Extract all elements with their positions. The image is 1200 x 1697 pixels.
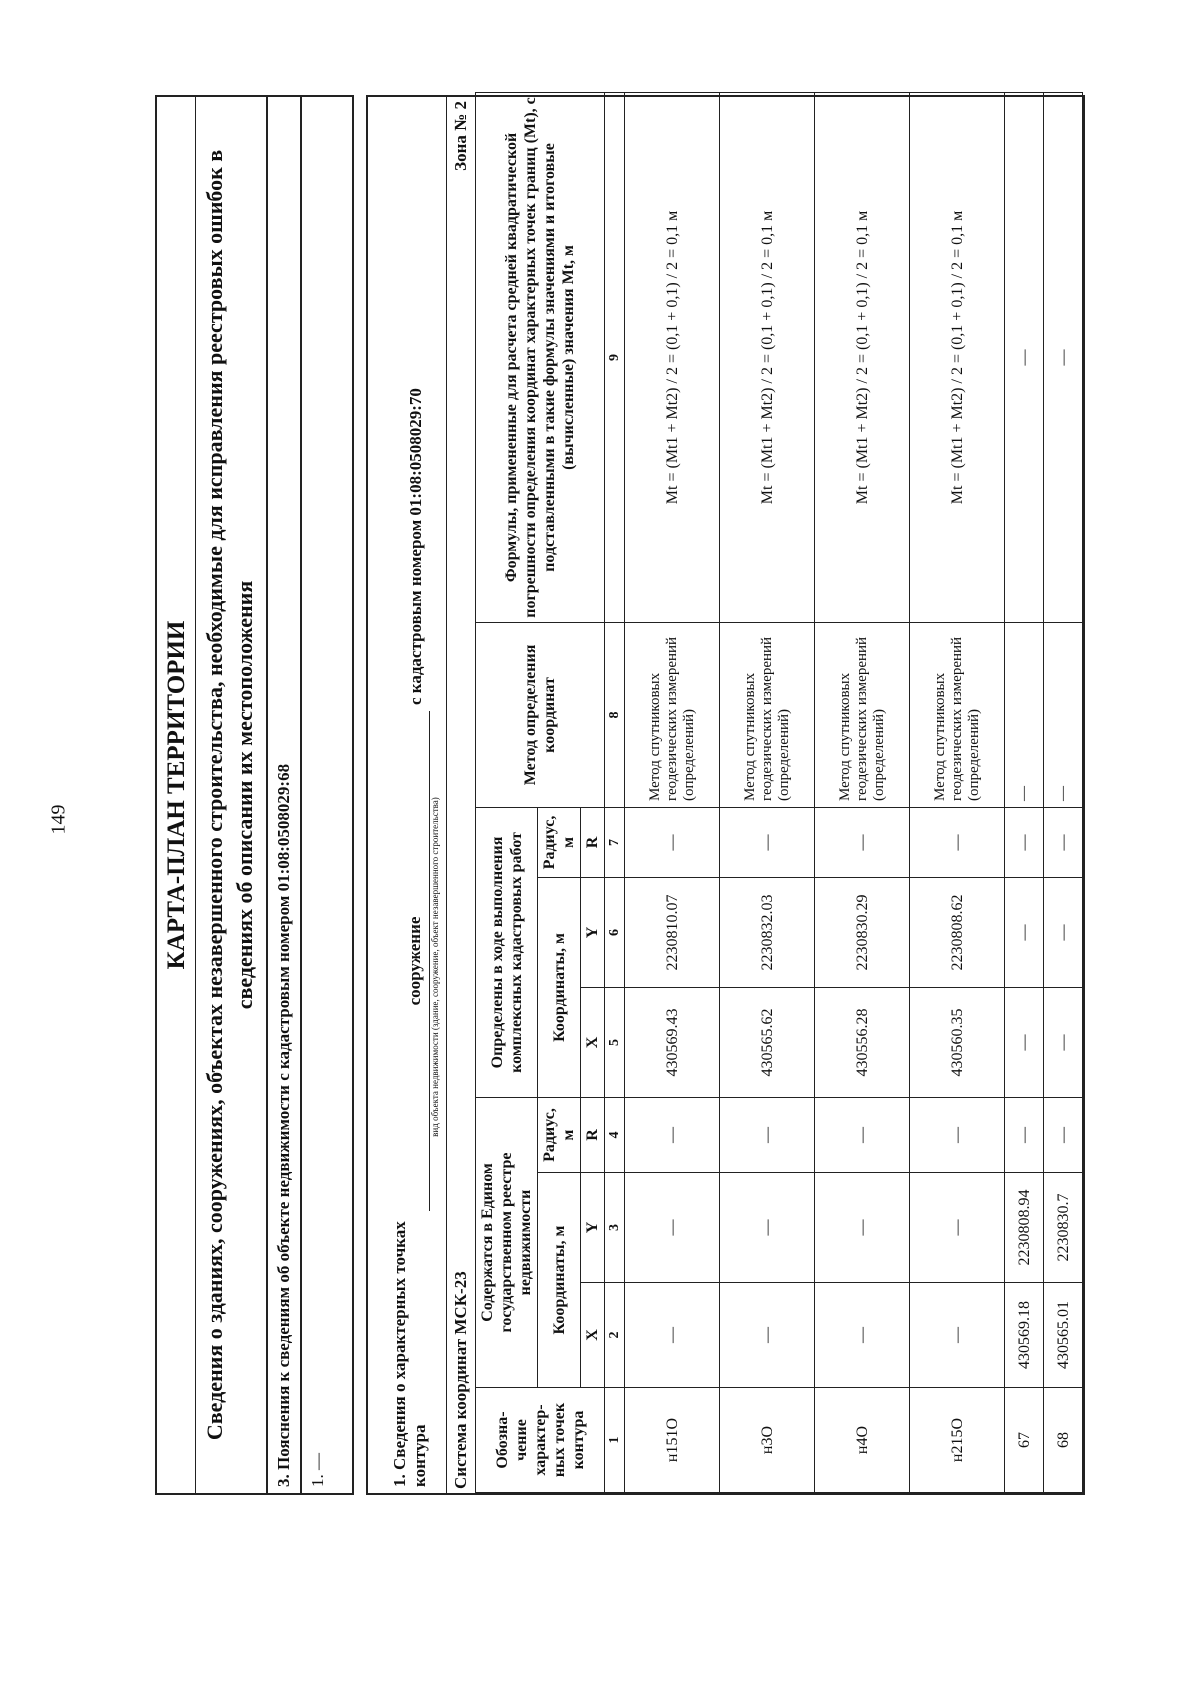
complex-r: —: [720, 807, 815, 877]
column-index: 7: [605, 807, 625, 877]
column-index-row: [605, 92, 625, 1492]
complex-y: —: [1044, 877, 1083, 987]
complex-y: 2230810.07: [625, 877, 720, 987]
formula-cell: Mt = (Mt1 + Mt2) / 2 = (0,1 + 0,1) / 2 = 0,1 м: [815, 92, 910, 622]
point-designation: н3О: [720, 1388, 815, 1493]
method-cell: Метод спутниковых геодезических измерений (определений): [910, 622, 1005, 807]
table-row: [720, 92, 815, 1492]
complex-y: 2230830.29: [815, 877, 910, 987]
header-r-complex: R: [581, 807, 605, 877]
document-subtitle: Сведения о зданиях, сооружениях, объектах незавершенного строительства, необходимые для исправления реестровых ошибок в сведениях об описании их местоположения: [196, 97, 268, 1493]
table-row: [815, 92, 910, 1492]
header-y-complex: Y: [581, 877, 605, 987]
complex-y: 2230808.62: [910, 877, 1005, 987]
egrn-x: —: [910, 1283, 1005, 1388]
formula-cell: Mt = (Mt1 + Mt2) / 2 = (0,1 + 0,1) / 2 = 0,1 м: [625, 92, 720, 622]
section1-header: [368, 97, 430, 1493]
object-kind-hint: вид объекта недвижимости (здание, сооружение, объект незавершенного строительства): [430, 797, 440, 1137]
point-designation: н215О: [910, 1388, 1005, 1493]
egrn-r: —: [625, 1097, 720, 1172]
egrn-x: —: [815, 1283, 910, 1388]
egrn-r: —: [910, 1097, 1005, 1172]
header-egrn: Содержатся в Едином государственном реестре недвижимости: [476, 1097, 538, 1387]
method-cell: Метод спутниковых геодезических измерений (определений): [720, 622, 815, 807]
egrn-r: —: [1005, 1097, 1044, 1172]
points-block: [366, 95, 1085, 1495]
column-index: 5: [605, 987, 625, 1097]
coord-system: Система координат МСК-23: [451, 1271, 470, 1489]
column-index: 9: [605, 92, 625, 622]
point-designation: н151О: [625, 1388, 720, 1493]
header-method: Метод определения координат: [476, 622, 605, 807]
column-index: 1: [605, 1388, 625, 1493]
document-title: КАРТА-ПЛАН ТЕРРИТОРИИ: [157, 97, 196, 1493]
complex-r: —: [1044, 807, 1083, 877]
coord-system-row: [446, 97, 475, 1493]
table-row: [910, 92, 1005, 1492]
header-r-egrn: R: [581, 1097, 605, 1172]
formula-cell: Mt = (Mt1 + Mt2) / 2 = (0,1 + 0,1) / 2 = 0,1 м: [910, 92, 1005, 622]
complex-y: 2230832.03: [720, 877, 815, 987]
egrn-y: 2230830.7: [1044, 1173, 1083, 1283]
point-designation: н4О: [815, 1388, 910, 1493]
column-index: 2: [605, 1283, 625, 1388]
header-designation: Обозна-чение характер-ных точек контура: [476, 1388, 605, 1493]
egrn-x: 430569.18: [1005, 1283, 1044, 1388]
table-row: [625, 92, 720, 1492]
object-kind: сооружение: [405, 711, 430, 1211]
method-cell: Метод спутниковых геодезических измерений (определений): [815, 622, 910, 807]
column-index: 4: [605, 1097, 625, 1172]
complex-x: —: [1005, 987, 1044, 1097]
title-block: [155, 95, 354, 1495]
section1-label: 1. Сведения о характерных точках контура: [390, 1221, 429, 1487]
header-y-egrn: Y: [581, 1173, 605, 1283]
egrn-r: —: [815, 1097, 910, 1172]
header-coords-complex: Координаты, м: [538, 877, 581, 1097]
point-designation: 67: [1005, 1388, 1044, 1493]
egrn-y: —: [625, 1173, 720, 1283]
method-cell: Метод спутниковых геодезических измерений (определений): [625, 622, 720, 807]
page-number: 149: [47, 804, 70, 835]
complex-r: —: [625, 807, 720, 877]
header-radius-egrn: Радиус, м: [538, 1097, 581, 1172]
cadastral-number: с кадастровым номером 01:08:0508029:70: [406, 388, 425, 705]
header-radius-complex: Радиус, м: [538, 807, 581, 877]
method-cell: —: [1005, 622, 1044, 807]
column-index: 6: [605, 877, 625, 987]
section3-heading: 3. Пояснения к сведениям об объекте недвижимости с кадастровым номером 01:08:0508029:68: [268, 97, 302, 1493]
header-x-egrn: X: [581, 1283, 605, 1388]
complex-x: 430565.62: [720, 987, 815, 1097]
egrn-y: —: [720, 1173, 815, 1283]
header-coords-egrn: Координаты, м: [538, 1173, 581, 1388]
complex-x: 430556.28: [815, 987, 910, 1097]
egrn-r: —: [1044, 1097, 1083, 1172]
complex-x: 430569.43: [625, 987, 720, 1097]
egrn-x: 430565.01: [1044, 1283, 1083, 1388]
column-index: 3: [605, 1173, 625, 1283]
header-x-complex: X: [581, 987, 605, 1097]
egrn-y: —: [910, 1173, 1005, 1283]
header-complex: Определены в ходе выполнения комплексных кадастровых работ: [476, 807, 538, 1097]
egrn-x: —: [625, 1283, 720, 1388]
complex-r: —: [910, 807, 1005, 877]
point-designation: 68: [1044, 1388, 1083, 1493]
section3-note: 1. —: [308, 1453, 327, 1487]
egrn-x: —: [720, 1283, 815, 1388]
zone: Зона № 2: [451, 101, 470, 171]
egrn-y: 2230808.94: [1005, 1173, 1044, 1283]
header-formulas: Формулы, примененные для расчета средней квадратической погрешности определения координат характерных точек границ (Мt), с подставленными в такие формулы значениями и итоговые (вычисленные) значения Мt, м: [476, 92, 605, 622]
egrn-y: —: [815, 1173, 910, 1283]
table-row: [1005, 92, 1044, 1492]
complex-r: —: [815, 807, 910, 877]
method-cell: —: [1044, 622, 1083, 807]
formula-cell: Mt = (Mt1 + Mt2) / 2 = (0,1 + 0,1) / 2 = 0,1 м: [720, 92, 815, 622]
egrn-r: —: [720, 1097, 815, 1172]
formula-cell: —: [1044, 92, 1083, 622]
complex-x: 430560.35: [910, 987, 1005, 1097]
rotated-page-content: [155, 95, 1072, 1495]
points-table: [475, 92, 1083, 1493]
complex-r: —: [1005, 807, 1044, 877]
table-row: [1044, 92, 1083, 1492]
formula-cell: —: [1005, 92, 1044, 622]
column-index: 8: [605, 622, 625, 807]
complex-y: —: [1005, 877, 1044, 987]
complex-x: —: [1044, 987, 1083, 1097]
